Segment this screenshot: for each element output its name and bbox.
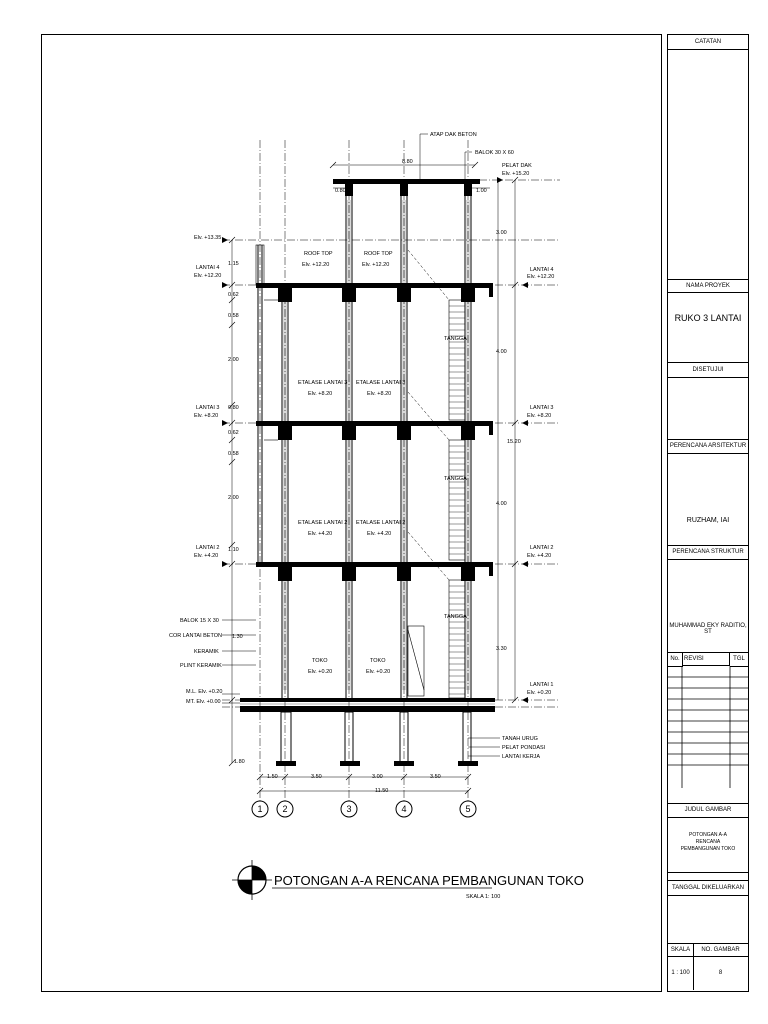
right-dim: 3.00	[496, 230, 507, 236]
left-dim: 2.00	[228, 495, 239, 501]
bottom-callout: TANAH URUG	[502, 736, 538, 742]
grid-label: 3	[346, 804, 352, 814]
room-name: ROOF TOP	[304, 251, 333, 257]
pelat-dak-label: PELAT DAK	[502, 163, 532, 169]
grid-label: 4	[401, 804, 407, 814]
room-name: ETALASE LANTAI 3	[298, 380, 348, 386]
grid-label: 1	[257, 804, 263, 814]
left-dim: 1.30	[232, 634, 243, 640]
room-name: TOKO	[370, 658, 386, 664]
no-gambar-value: 8	[718, 970, 723, 976]
skala-label: SKALA	[668, 943, 694, 957]
grid-label: 5	[465, 804, 471, 814]
left-callout: COR LANTAI BETON	[169, 633, 222, 639]
tanggal-label: TANGGAL DIKELUARKAN	[668, 881, 748, 896]
total-height: 15.20	[507, 439, 521, 445]
dim-top-left: 0.80	[335, 188, 346, 194]
dim-top-width: 8.80	[402, 159, 413, 165]
left-level: Elv. +13.35	[194, 235, 222, 241]
drawing-title: POTONGAN A-A RENCANA PEMBANGUNAN TOKO	[274, 873, 584, 888]
right-level-elv: Elv. +12.20	[527, 274, 555, 280]
right-level: LANTAI 4	[530, 267, 554, 273]
left-dim: 1.15	[228, 261, 239, 267]
atap-label: ATAP DAK BETON	[430, 132, 477, 138]
stair-label: TANGGA	[444, 476, 467, 482]
left-dim: 0.80	[228, 405, 239, 411]
right-level: LANTAI 2	[530, 545, 554, 551]
drawing-scale: SKALA 1: 100	[466, 894, 501, 900]
left-callout: M.L. Elv. +0.20	[186, 689, 223, 695]
bottom-callout: PELAT PONDASI	[502, 745, 546, 751]
right-dim: 4.00	[496, 501, 507, 507]
room-elv: Elv. +4.20	[367, 531, 392, 537]
left-level: LANTAI 3	[196, 405, 220, 411]
revisi-col-no: No.	[668, 653, 683, 667]
right-dim: 4.00	[496, 349, 507, 355]
no-gambar-label: NO. GAMBAR	[693, 943, 748, 957]
room-elv: Elv. +4.20	[308, 531, 333, 537]
bottom-total: 11.50	[375, 788, 389, 794]
left-dim: 1.10	[228, 547, 239, 553]
bottom-dim: 3.50	[311, 774, 322, 780]
balok-atap-label: BALOK 30 X 60	[475, 150, 514, 156]
left-dim: 1.80	[234, 759, 245, 765]
left-dim: 2.00	[228, 357, 239, 363]
room-name: ETALASE LANTAI 2	[298, 520, 348, 526]
right-level-elv: Elv. +8.20	[527, 413, 552, 419]
bottom-dim: 3.00	[372, 774, 383, 780]
room-name: TOKO	[312, 658, 328, 664]
left-level-elv: Elv. +12.20	[194, 273, 222, 279]
nama-proyek-label: NAMA PROYEK	[668, 279, 748, 293]
architect-name: RUZHAM, IAI	[686, 517, 730, 524]
stair-label: TANGGA	[444, 614, 467, 620]
right-level: LANTAI 1	[530, 682, 554, 688]
room-elv: Elv. +0.20	[366, 669, 391, 675]
disetujui-label: DISETUJUI	[668, 362, 748, 378]
room-name: ROOF TOP	[364, 251, 393, 257]
room-elv: Elv. +12.20	[302, 262, 330, 268]
left-callout: PLINT KERAMIK	[180, 663, 222, 669]
structural-engineer-name: MUHAMMAD EKY RADITIO, ST	[669, 623, 747, 635]
room-elv: Elv. +12.20	[362, 262, 390, 268]
left-dim: 0.62	[228, 430, 239, 436]
left-dim: 0.58	[228, 313, 239, 319]
room-name: ETALASE LANTAI 2	[356, 520, 406, 526]
right-level-elv: Elv. +4.20	[527, 553, 552, 559]
room-elv: Elv. +8.20	[308, 391, 333, 397]
room-name: ETALASE LANTAI 3	[356, 380, 406, 386]
project-name: RUKO 3 LANTAI	[674, 313, 742, 323]
pelat-dak-elv: Elv. +15.20	[502, 171, 530, 177]
left-callout: BALOK 15 X 30	[180, 618, 219, 624]
room-elv: Elv. +0.20	[308, 669, 333, 675]
bottom-dim: 1.50	[267, 774, 278, 780]
stair-label: TANGGA	[444, 336, 467, 342]
dim-top-right: 1.00	[476, 188, 487, 194]
revisi-col-tgl: TGL	[730, 653, 748, 667]
judul-gambar-label: JUDUL GAMBAR	[668, 804, 748, 818]
left-level-elv: Elv. +4.20	[194, 553, 219, 559]
left-level: LANTAI 4	[196, 265, 220, 271]
right-dim: 3.30	[496, 646, 507, 652]
left-callout: KERAMIK	[194, 649, 219, 655]
grid-label: 2	[282, 804, 288, 814]
bottom-callout: LANTAI KERJA	[502, 754, 541, 760]
left-dim: 0.62	[228, 292, 239, 298]
judul-gambar-text: POTONGAN A-A RENCANA PEMBANGUNAN TOKO	[680, 832, 736, 852]
perencana-struktur-label: PERENCANA STRUKTUR	[668, 545, 748, 560]
bottom-dim: 3.50	[430, 774, 441, 780]
left-level-elv: Elv. +8.20	[194, 413, 219, 419]
right-level: LANTAI 3	[530, 405, 554, 411]
left-callout: MT. Elv. +0.00	[186, 699, 221, 705]
perencana-arsitektur-label: PERENCANA ARSITEKTUR	[668, 439, 748, 454]
right-level-elv: Elv. +0.20	[527, 690, 552, 696]
left-dim: 0.58	[228, 451, 239, 457]
catatan-header: CATATAN	[668, 35, 748, 50]
skala-value: 1 : 100	[668, 957, 694, 990]
left-level: LANTAI 2	[196, 545, 220, 551]
revisi-col-revisi: REVISI	[682, 653, 730, 666]
room-elv: Elv. +8.20	[367, 391, 392, 397]
